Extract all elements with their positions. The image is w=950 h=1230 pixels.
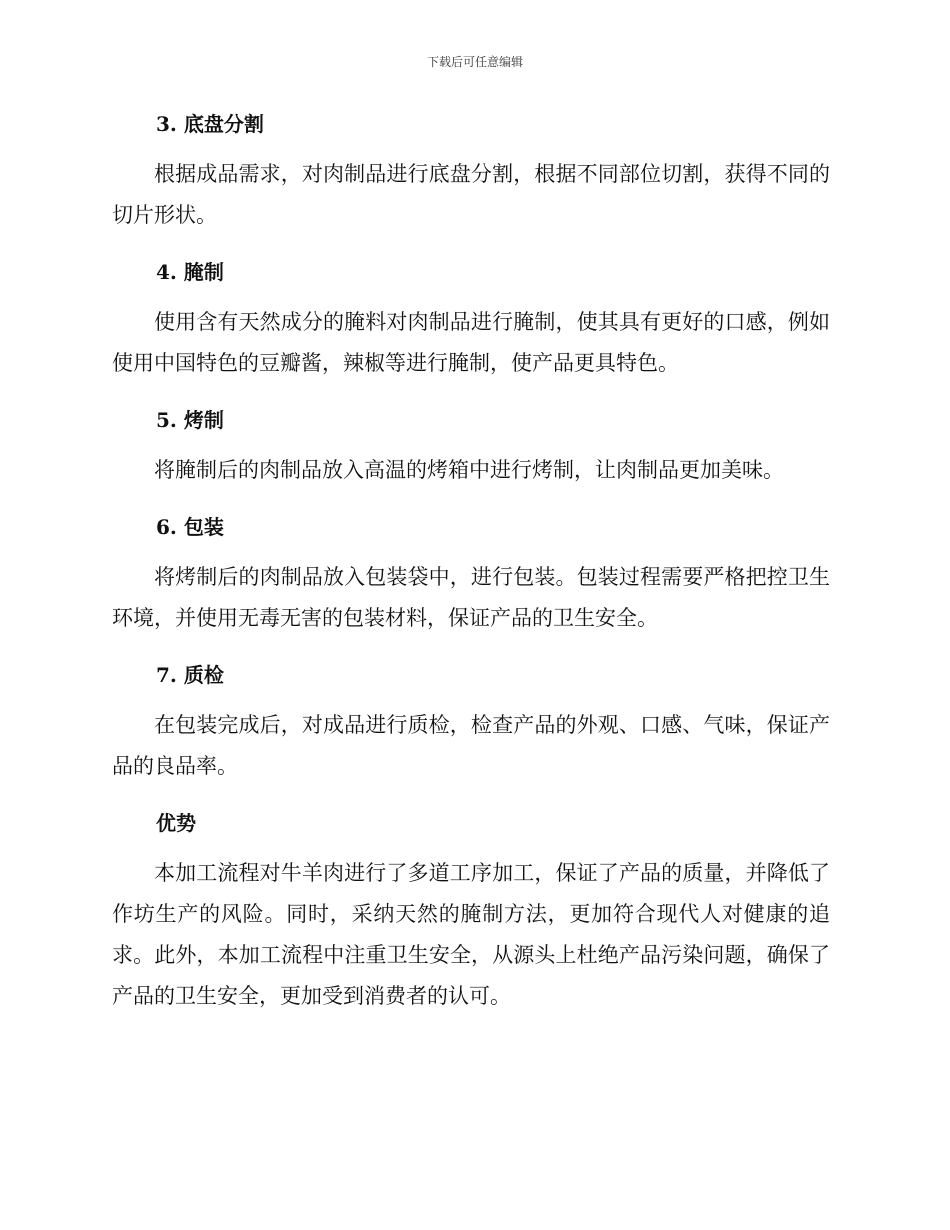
section-heading-advantages: 优势 [156, 811, 196, 835]
section-heading-7: 7. 质检 [156, 663, 224, 687]
section-paragraph-5: 将腌制后的肉制品放入高温的烤箱中进行烤制，让肉制品更加美味。 [154, 458, 784, 482]
document-body [112, 110, 830, 1017]
section-paragraph-advantages: 本加工流程对牛羊肉进行了多道工序加工，保证了产品的质量，并降低了作坊生产的风险。同时，采纳天然的腌制方法，更加符合现代人对健康的追求。此外，本加工流程中注重卫生安全，从源头上杜绝产品污染问题，确保了产品的卫生安全，更加受到消费者的认可。 [112, 861, 830, 1008]
page-header: 下载后可任意编辑 [426, 55, 523, 69]
section-paragraph-3: 根据成品需求，对肉制品进行底盘分割，根据不同部位切割，获得不同的切片形状。 [112, 162, 830, 227]
section-heading-3: 3. 底盘分割 [156, 112, 264, 136]
section-heading-5: 5. 烤制 [156, 408, 224, 432]
section-paragraph-7: 在包装完成后，对成品进行质检，检查产品的外观、口感、气味，保证产品的良品率。 [112, 713, 830, 778]
section-heading-6: 6. 包装 [156, 515, 224, 539]
section-paragraph-4: 使用含有天然成分的腌料对肉制品进行腌制，使其具有更好的口感，例如使用中国特色的豆瓣酱，辣椒等进行腌制，使产品更具特色。 [112, 310, 830, 375]
section-paragraph-6: 将烤制后的肉制品放入包装袋中，进行包装。包装过程需要严格把控卫生环境，并使用无毒无害的包装材料，保证产品的卫生安全。 [112, 565, 830, 630]
section-heading-4: 4. 腌制 [156, 260, 224, 284]
